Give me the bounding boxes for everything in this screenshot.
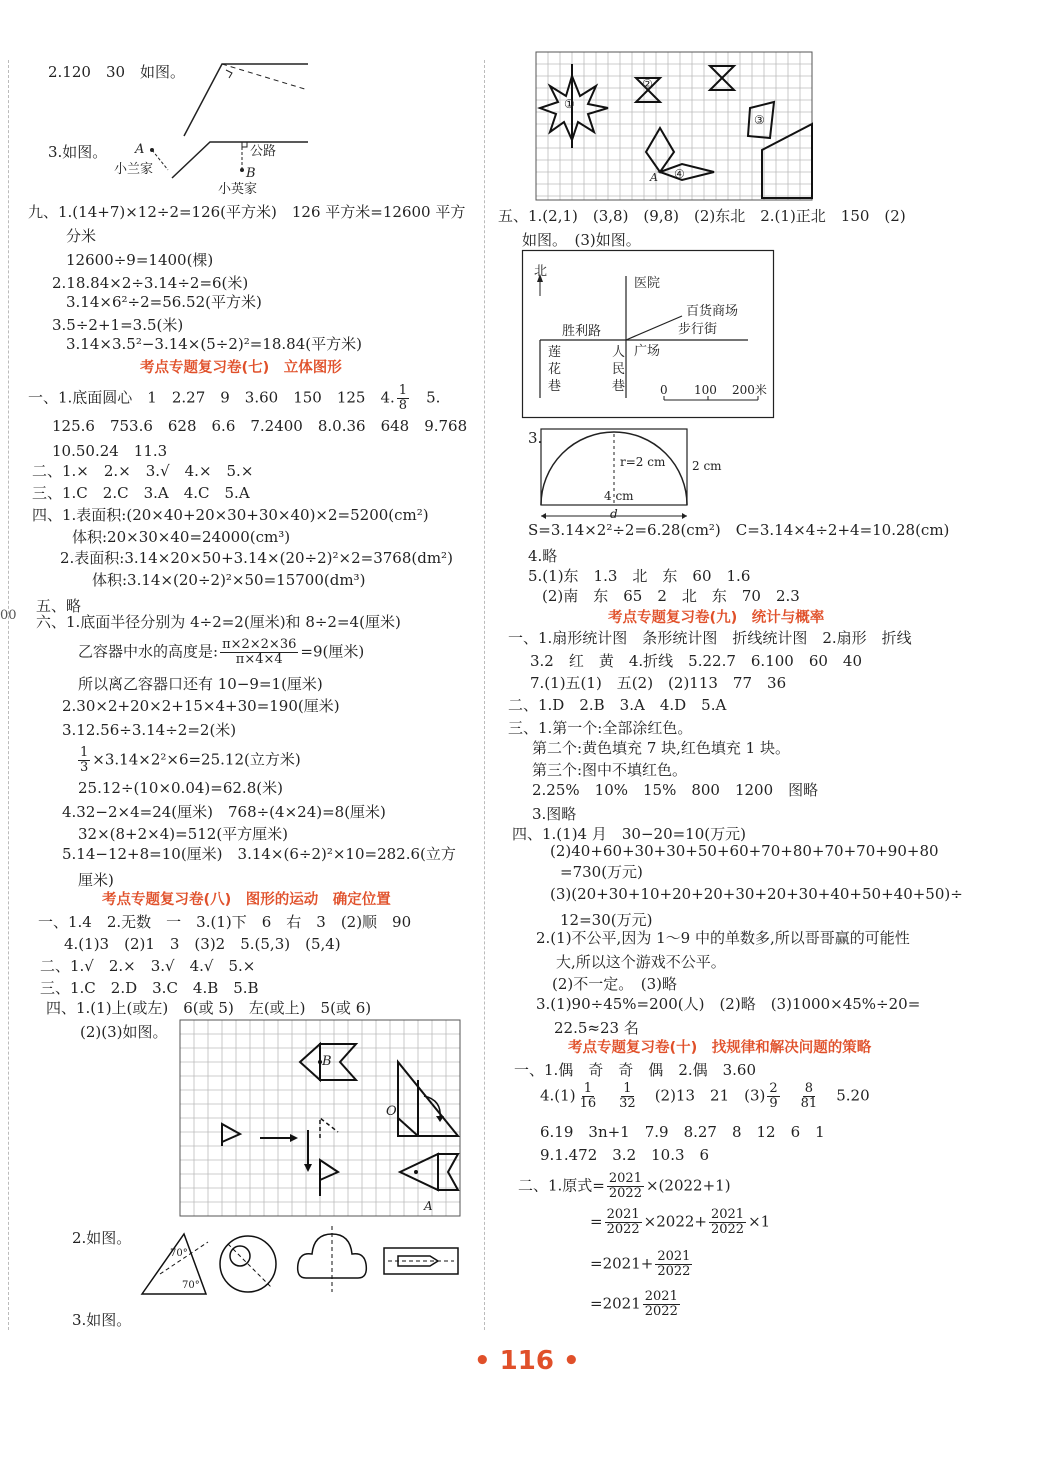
answer-line: 三、1.C 2.C 3.A 4.C 5.A — [32, 484, 250, 502]
answer-line: 3.2 红 黄 4.折线 5.22.7 6.100 60 40 — [530, 652, 862, 670]
section-heading: 考点专题复习卷(七) 立体图形 — [140, 360, 342, 376]
answer-line: 3.12.56÷3.14÷2=2(米) — [62, 721, 237, 739]
answer-line: 5.(1)东 1.3 北 东 60 1.6 — [528, 567, 751, 585]
column-rule-left — [8, 60, 9, 1330]
answer-line: 3.如图。 — [48, 143, 108, 161]
map-north: 北 — [534, 264, 548, 279]
diameter-label: d — [610, 507, 618, 521]
road-label: 公路 — [250, 144, 277, 159]
map-scale-0: 0 — [660, 383, 668, 397]
angle-label: 70° — [170, 1248, 188, 1259]
shape-label: ② — [642, 77, 653, 91]
answer-line: 乙容器中水的高度是: $\frac{\pi\times 2\times 2\times 36}{\pi\times 4\times 4}$ =9(厘米) — [78, 637, 365, 667]
xiaolan-home-label: 小兰家 — [114, 162, 154, 177]
answer-line: 2.(1)不公平,因为 1～9 中的单数多,所以哥哥赢的可能性 — [536, 929, 910, 947]
answer-line: 二、1.D 2.B 3.A 4.D 5.A — [508, 696, 727, 714]
answer-line: $\frac{1}{3}$ ×3.14×2²×6=25.12(立方米) — [80, 745, 301, 775]
answer-line: 三、1.第一个:全部涂红色。 — [508, 719, 693, 737]
map-scale-100: 100 — [694, 383, 717, 397]
answer-line: 3.(1)90÷45%=200(人) (2)略 (3)1000×45%÷20= — [536, 995, 921, 1013]
map-square: 广场 — [634, 344, 661, 359]
column-rule-middle — [484, 60, 485, 1330]
answer-line: 12=30(万元) — [560, 911, 653, 929]
answer-line: = $\frac{2021}{2022}$ ×2022+ $\frac{2021}{2022}$ ×1 — [590, 1207, 771, 1237]
answer-line: 3.14×6²÷2=56.52(平方米) — [66, 293, 262, 311]
answer-line: 一、1.偶 奇 奇 偶 2.偶 3.60 — [514, 1061, 757, 1079]
answer-line: 四、1.表面积:(20×40+20×30+30×40)×2=5200(cm²) — [32, 506, 429, 524]
answer-line: 体积:3.14×(20÷2)²×50=15700(dm³) — [92, 571, 366, 589]
shape-label: ③ — [754, 113, 765, 127]
transform-grid-figure — [180, 1020, 460, 1216]
section-heading: 考点专题复习卷(十) 找规律和解决问题的策略 — [568, 1040, 872, 1056]
map-scale-200: 200米 — [732, 383, 767, 397]
answer-line: (3)(20+30+10+20+20+30+20+30+40+50+40+50)÷ — [550, 885, 963, 903]
answer-line: 2.表面积:3.14×20×50+3.14×(20÷2)²×2=3768(dm²) — [60, 549, 453, 567]
answer-line: 第二个:黄色填充 7 块,红色填充 1 块。 — [532, 739, 790, 757]
answer-line: 3. — [528, 429, 543, 447]
answer-line: 四、1.(1)上(或左) 6(或 5) 左(或上) 5(或 6) — [46, 999, 372, 1017]
answer-line: 二、1.× 2.× 3.√ 4.× 5.× — [32, 462, 254, 480]
shape-label: ④ — [674, 167, 685, 181]
grid-point-a: A — [424, 1199, 433, 1213]
point-b-label: B — [246, 166, 256, 181]
answer-line: =730(万元) — [560, 863, 643, 881]
answer-line: 2.30×2+20×2+15×4+30=190(厘米) — [62, 697, 340, 715]
answer-line: 第三个:图中不填红色。 — [532, 761, 688, 779]
section-heading: 考点专题复习卷(九) 统计与概率 — [608, 610, 825, 626]
answer-line: 4.(1) $\frac{1}{16}$ $\frac{1}{32}$ (2)13 21 (3) $\frac{2}{9}$ $\frac{8}{81}$ 5.20 — [540, 1081, 870, 1111]
page-number: • 116 • — [474, 1346, 580, 1376]
map-store: 百货商场 — [686, 304, 739, 319]
answer-line: 三、1.C 2.D 3.C 4.B 5.B — [40, 979, 259, 997]
answer-line: (2)不一定。 (3)略 — [552, 975, 677, 993]
point-a-label: A — [650, 171, 658, 184]
answer-line: 一、1.扇形统计图 条形统计图 折线统计图 2.扇形 折线 — [508, 629, 912, 647]
answer-line: 32×(8+2×4)=512(平方厘米) — [78, 825, 289, 843]
answer-line: 九、1.(14+7)×12÷2=126(平方米) 126 平方米=12600 平方 — [28, 203, 466, 221]
angle-figure — [180, 58, 310, 138]
answer-line: 9.1.472 3.2 10.3 6 — [540, 1146, 710, 1164]
map-lane-2: 人 民 巷 — [612, 345, 626, 394]
answer-line: 3.5÷2+1=3.5(米) — [52, 316, 184, 334]
answer-line: 一、1.4 2.无数 一 3.(1)下 6 右 3 (2)顺 90 — [38, 913, 412, 931]
answer-line: 二、1.原式= $\frac{2021}{2022}$ ×(2022+1) — [518, 1171, 731, 1201]
answer-line: 2.25% 10% 15% 800 1200 图略 — [532, 781, 819, 799]
height-label: 2 cm — [692, 459, 722, 473]
answer-line: 6.19 3n+1 7.9 8.27 8 12 6 1 — [540, 1123, 825, 1141]
answer-line: 二、1.√ 2.× 3.√ 4.√ 5.× — [40, 957, 256, 975]
shape-label: ① — [564, 97, 575, 111]
answer-line: 125.6 753.6 628 6.6 7.2400 8.0.36 648 9.768 — [52, 417, 468, 435]
grid-point-o: O — [386, 1104, 397, 1119]
width-label: 4 cm — [604, 489, 634, 503]
answer-line: 10.50.24 11.3 — [52, 442, 168, 460]
answer-line: 厘米) — [78, 871, 114, 889]
answer-line: 3.图略 — [532, 805, 577, 823]
answer-line: 12600÷9=1400(棵) — [66, 251, 214, 269]
map-hospital: 医院 — [634, 276, 661, 291]
answer-line: 大,所以这个游戏不公平。 — [556, 953, 726, 971]
answer-line: (2)(3)如图。 — [80, 1023, 168, 1041]
map-street: 步行街 — [678, 322, 718, 337]
answer-line: 25.12÷(10×0.04)=62.8(米) — [78, 779, 283, 797]
xiaoying-home-label: 小英家 — [218, 182, 258, 197]
answer-line: 如图。 (3)如图。 — [522, 231, 641, 249]
answer-line: 5.14−12+8=10(厘米) 3.14×(6÷2)²×10=282.6(立方 — [62, 845, 456, 863]
section-heading: 考点专题复习卷(八) 图形的运动 确定位置 — [102, 892, 391, 908]
answer-line: 五、略 — [36, 597, 82, 615]
answer-line: 所以离乙容器口还有 10−9=1(厘米) — [78, 675, 323, 693]
answer-line: 分米 — [66, 227, 97, 245]
radius-label: r=2 cm — [620, 455, 666, 469]
answer-line: 一、1.底面圆心 1 2.27 9 3.60 150 125 4. $\frac{1}{8}$ 5. — [28, 383, 441, 413]
answer-line: =2021+ $\frac{2021}{2022}$ — [590, 1249, 691, 1279]
map-road: 胜利路 — [562, 324, 602, 339]
answer-line: =2021 $\frac{2021}{2022}$ — [590, 1289, 678, 1319]
answer-line: 六、1.底面半径分别为 4÷2=2(厘米)和 8÷2=4(厘米) — [36, 613, 401, 631]
answer-line: (2)南 东 65 2 北 东 70 2.3 — [542, 587, 800, 605]
answer-line: 7.(1)五(1) 五(2) (2)113 77 36 — [530, 674, 787, 692]
answer-line: S=3.14×2²÷2=6.28(cm²) C=3.14×4÷2+4=10.28(cm) — [528, 521, 950, 539]
answer-line: 四、1.(1)4 月 30−20=10(万元) — [512, 825, 746, 843]
map-lane-1: 莲 花 巷 — [548, 345, 562, 394]
answer-line: 3.14×3.5²−3.14×(5÷2)²=18.84(平方米) — [66, 335, 362, 353]
angle-label: 70° — [182, 1280, 200, 1291]
grid-point-b: B — [322, 1054, 332, 1069]
answer-line: 五、1.(2,1) (3,8) (9,8) (2)东北 2.(1)正北 150 (2) — [498, 207, 906, 225]
answer-line: (2)40+60+30+30+50+60+70+80+70+70+90+80 — [550, 842, 939, 860]
margin-fragment: 00 — [0, 608, 17, 623]
answer-line: 4.(1)3 (2)1 3 (3)2 5.(5,3) (5,4) — [64, 935, 341, 953]
answer-line: 2.120 30 如图。 — [48, 63, 186, 81]
answer-line: 2.如图。 — [72, 1229, 132, 1247]
answer-line: 22.5≈23 名 — [554, 1019, 639, 1037]
answer-line: 2.18.84×2÷3.14÷2=6(米) — [52, 274, 249, 292]
answer-line: 3.如图。 — [72, 1311, 132, 1329]
answer-line: 4.32−2×4=24(厘米) 768÷(4×24)=8(厘米) — [62, 803, 386, 821]
answer-line: 4.略 — [528, 547, 558, 565]
answer-line: 体积:20×30×40=24000(cm³) — [72, 528, 291, 546]
point-a-label: A — [135, 142, 145, 157]
